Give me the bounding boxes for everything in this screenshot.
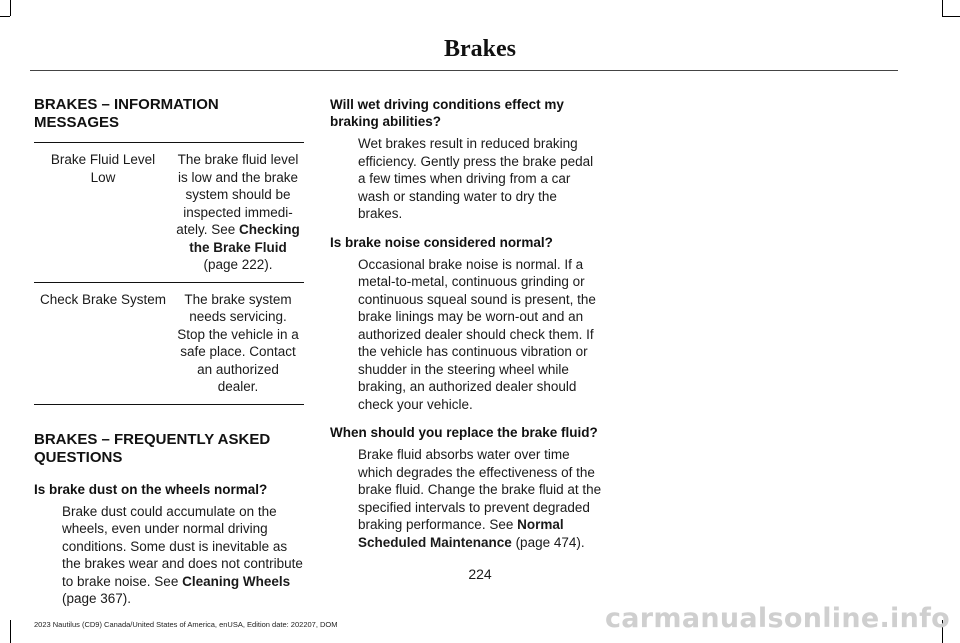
faq-question: Will wet driving conditions effect my braking abilities? [330,97,564,129]
info-messages-table [34,142,304,405]
crop-mark [10,0,11,16]
page-number: 224 [468,566,492,582]
crop-mark [0,16,10,17]
cross-reference-link[interactable]: Normal Scheduled Maintenance [358,517,564,550]
header-divider [30,70,898,71]
faq-answer [34,503,306,608]
answer-text: Occasional brake noise is normal. If a metal-to-metal, continuous grinding or continuous squeal sound is present, the brake linings may be worn-out and an authorized dealer should check them. If the vehicle has continuous vibration or shudder in the steering wheel while braking, an authorized dealer should check your vehicle. [358,256,596,412]
page-reference: (page 222). [203,257,273,272]
faq-answer [330,135,602,223]
crop-mark [942,16,960,17]
cross-reference-link[interactable]: Cleaning Wheels [182,573,291,589]
faq-question: Is brake dust on the wheels normal? [34,481,268,497]
table-row [34,143,304,283]
faq-question: When should you replace the brake fluid? [330,425,598,440]
answer-text: Brake dust could accumulate on the wheels, even under normal driving conditions. Some dust is inevitable as the brakes wear and does not contribute to brake noise. See [62,503,303,589]
message-action [172,143,304,283]
answer-text: Brake fluid absorbs water over time which degrades the effectiveness of the brake fluid. Change the brake fluid at the specified intervals to prevent degraded braking performance. See [358,447,602,532]
faq-heading: BRAKES – FREQUENTLY ASKED QUESTIONS [34,430,271,466]
left-column [34,96,306,619]
action-text: The brake fluid level is low and the brake system should be inspected immedi-ately. See [176,152,299,237]
page-title: Brakes [444,36,516,62]
info-messages-heading: BRAKES – INFORMATION MESSAGES [34,96,219,131]
answer-text: Wet brakes result in reduced braking efficiency. Gently press the brake pedal a few times when driving from a car wash or standing water to dry the brakes. [358,136,594,221]
cross-reference-link[interactable]: Checking the Brake Fluid [189,222,300,255]
crop-mark [942,0,943,16]
page-reference: (page 367). [62,591,132,606]
message-action [172,282,304,404]
site-watermark: carmanualsonline.info [604,603,950,634]
message-name: Brake Fluid Level Low [50,152,156,185]
table-row [34,282,304,404]
right-column [330,96,602,562]
faq-question: Is brake noise considered normal? [330,234,553,250]
message-name: Check Brake System [39,291,167,307]
action-text: The brake system needs servicing. Stop the vehicle in a safe place. Contact an authorized dealer. [177,291,299,394]
faq-answer [330,446,602,551]
crop-mark [10,620,11,643]
faq-answer [330,256,602,414]
page-reference: (page 474). [515,534,585,550]
edition-footer: 2023 Nautilus (CD9) Canada/United States of America, enUSA, Edition date: 202207, DOM [34,620,338,629]
